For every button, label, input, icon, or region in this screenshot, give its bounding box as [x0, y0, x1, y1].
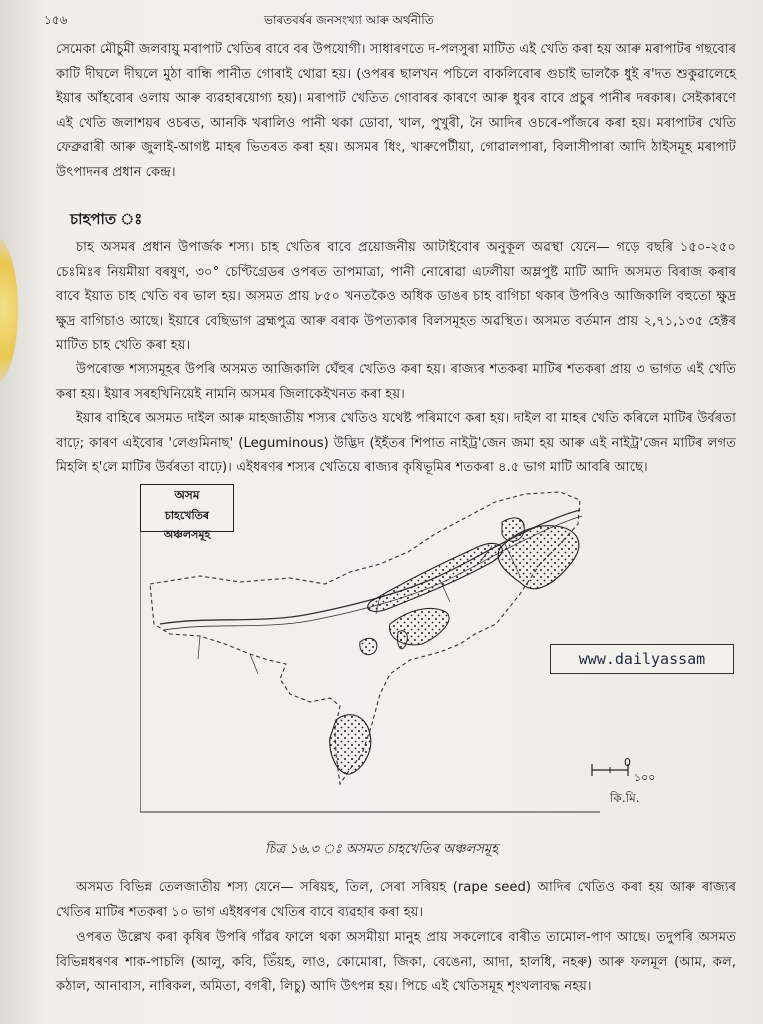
watermark-stamp: www.dailyassam [550, 644, 734, 674]
scale-value: ১০০ [634, 771, 656, 784]
paragraph-wheat: উপৰোক্ত শস্যসমূহৰ উপৰি অসমত আজিকালি ঘেঁহুৰ খেতিও কৰা হয়। ৰাজ্যৰ শতকৰা মাটিৰ শতকৰা প্ৰায় ৩ ভাগত এই খেতি কৰা হয়। ইয়াৰ সৰহখিনিয়েই নামনি অসমৰ জিলাকেইখনত কৰা হয়। [56, 362, 736, 402]
page-number: ১৫৬ [44, 13, 68, 27]
tea-area-small [398, 631, 408, 649]
scale-label [624, 756, 655, 788]
running-head: ভাৰতবৰ্ষৰ জনসংখ্যা আৰু অৰ্থনীতি [264, 13, 434, 27]
paragraph-oilseeds: অসমত বিভিন্ন তেলজাতীয় শস্য যেনে— সৰিয়হ, তিল, সেৰা সৰিয়হ (rape seed) আদিৰ খেতিও কৰা হয় আৰু ৰাজ্যৰ খেতিৰ মাটিৰ শতকৰা ১০ ভাগ এইধৰণৰ খেতিৰ বাবে ব্যৱহাৰ কৰা হয়। [56, 880, 736, 920]
paragraph-jute: সেমেকা মৌচুমী জলবায়ু মৰাপাট খেতিৰ বাবে বৰ উপযোগী। সাধাৰণতে দ-পলসুৰা মাটিত এই খেতি কৰা হয় আৰু মৰাপাটৰ গছবোৰ কাটি দীঘলে দীঘলে মুঠা বান্ধি পানীত গোৰাই থোৱা হয়। (ওপৰৰ ছালখন পচিলে বাকলিবোৰ গুচাই ভালকৈ ধুই ৰ'দত শুকুৱালেহে ইয়াৰ আঁহবোৰ ওলায় আৰু ব্যৱহাৰযোগ্য হয়)। মৰাপাট খেতিত গোবাৰৰ কাৰণে আৰু ধুবৰ বাবে প্ৰচুৰ পানীৰ দৰকাৰ। সেইকাৰণে এই খেতি জলাশয়ৰ ওচৰত, আনকি খৰালিও পানী থকা ডোবা, খাল, পুখুৰী, নৈ আদিৰ ওচৰে-পাঁজৰে কৰা হয়। মৰাপাটৰ খেতি ফেব্ৰুৱাৰী আৰু জুলাই-আগষ্ট মাহৰ ভিতৰত কৰা হয়। অসমৰ ধিং, খাৰুপেটীয়া, গোৱালপাৰা, বিলাসীপাৰা আদি ঠাইসমূহ মৰাপাট উৎপাদনৰ প্ৰধান কেন্দ্ৰ। [56, 42, 736, 180]
paragraph-tea: চাহ অসমৰ প্ৰধান উপাৰ্জক শস্য। চাহ খেতিৰ বাবে প্ৰয়োজনীয় আটাইবোৰ অনুকূল অৱস্থা যেনে— গড়ে বছৰি ১৫০-২৫০ চেঃমিঃৰ নিয়মীয়া বৰষুণ, ৩০° চেণ্টিগ্ৰেডৰ ওপৰত তাপমাত্ৰা, পানী নোৰোৱা এঢলীয়া অম্লপুষ্ট মাটি আদি অসমত বিৰাজ কৰাৰ বাবে ইয়াত চাহ খেতি বৰ ভাল হয়। অসমত প্ৰায় ৮৫০ খনতকৈও অধিক ডাঙৰ চাহ বাগিচা থকাৰ উপৰিও আজিকালি বহুতো ক্ষুদ্ৰ ক্ষুদ্ৰ বাগিচাও আছে। ইয়াৰে বেছিভাগ ব্ৰহ্মপুত্ৰ আৰু বৰাক উপত্যকাৰ বিলসমূহত অৱস্থিত। অসমত বৰ্তমান প্ৰায় ২,৭১,১৩৫ হেক্টৰ মাটিত চাহ খেতি কৰা হয়। [56, 240, 736, 353]
map-legend-box [140, 484, 234, 541]
tea-area-north-bank [368, 543, 503, 611]
tea-area-karbi [360, 638, 377, 654]
legend-subtitle: চাহখেতিৰ অঞ্চলসমূহ [163, 509, 211, 541]
page-edge-stain [0, 235, 18, 385]
scale-zero: 0 [624, 756, 631, 769]
paragraph-vegetables: ওপৰত উল্লেখ কৰা কৃষিৰ উপৰি গাঁৱৰ ফালে থকা অসমীয়া মানুহ প্ৰায় সকলোৰে বাৰীত তামোল-পাণ আছে। তদুপৰি অসমত বিভিন্নধৰণৰ শাক-পাচলি (আলু, কবি, তিঁয়হ, লাও, কোমোৰা, জিকা, বেঙেনা, আদা, হালধি, নহৰু) আৰু ফলমূল (আম, কল, কঠাল, আনাবাস, নাৰিকল, অমিতা, বগৰী, লিচু) আদি উৎপন্ন হয়। পিচে এই খেতিসমূহ শৃংখলাবদ্ধ নহয়। [56, 930, 736, 994]
scale-unit: কি.মি. [610, 791, 640, 805]
legend-title: অসম [174, 488, 200, 502]
page-header [44, 10, 734, 32]
tea-area-northeast [502, 518, 524, 541]
paragraph-pulses: ইয়াৰ বাহিৰে অসমত দাইল আৰু মাহজাতীয় শস্যৰ খেতিও যথেষ্ট পৰিমাণে কৰা হয়। দাইল বা মাহৰ খেতি কৰিলে মাটিৰ উৰ্বৰতা বাঢ়ে; কাৰণ এইবোৰ 'লেগুমিনাছ' (Leguminous) উদ্ভিদ (ইহঁতৰ শিপাত নাইট্ৰ'জেন জমা হয় আৰু এই নাইট্ৰ'জেন মাটিৰ লগত মিহলি হ'লে মাটিৰ উৰ্বৰতা বাঢ়ে)। এইধৰণৰ শস্যৰ খেতিয়ে ৰাজ্যৰ কৃষিভূমিৰ শতকৰা ৪.৫ ভাগ মাটি আবৰি আছে। [56, 411, 736, 475]
tea-map-figure [140, 484, 706, 824]
section-heading-tea: চাহপাত ঃ [70, 210, 143, 228]
figure-caption: চিত্ৰ ১৬.৩ ঃ অসমত চাহখেতিৰ অঞ্চলসমূহ [265, 842, 498, 857]
tea-area-barak-valley [330, 715, 371, 774]
